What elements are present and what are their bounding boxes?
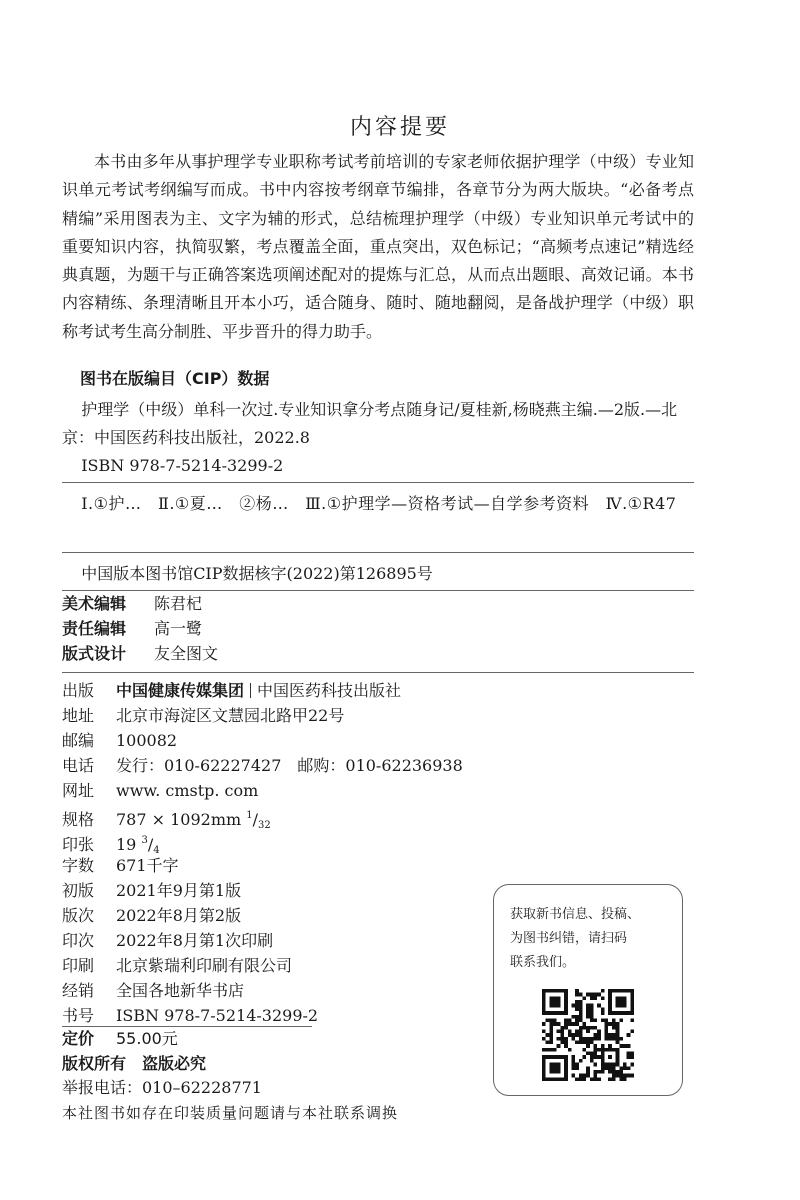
printer-value: 北京紫瑞利印刷有限公司: [116, 956, 293, 975]
publisher-label: 出版: [62, 681, 95, 700]
editor-value: 陈君杞: [154, 594, 203, 613]
cip-verification: 中国版本图书馆CIP数据核字(2022)第126895号: [81, 564, 433, 583]
phone-row: [62, 755, 463, 777]
book-number-label: 书号: [62, 1006, 95, 1025]
postcode-row: [62, 730, 177, 752]
copyright-notice: 版权所有 盗版必究: [62, 1054, 207, 1073]
qr-card-line: 获取新书信息、投稿、: [510, 907, 641, 922]
first-edition-row: [62, 880, 241, 902]
qr-card-line: 联系我们。: [510, 955, 576, 970]
words-row: [62, 855, 179, 877]
address-value: 北京市海淀区文慧园北路甲22号: [116, 706, 345, 725]
cip-divider: [62, 482, 694, 483]
format-label: 规格: [62, 810, 95, 829]
website-row: [62, 780, 258, 802]
qr-card-text: [510, 903, 672, 975]
edition-value: 2022年8月第2版: [116, 906, 242, 925]
sheets-row: 印张 19 $^3/_4$: [62, 835, 160, 856]
website-value: www. cmstp. com: [116, 781, 259, 800]
price-label: 定价: [62, 1029, 95, 1048]
qr-card-line: 为图书纠错，请扫码: [510, 931, 628, 946]
format-fraction-denominator: 32: [258, 820, 271, 831]
first-edition-value: 2021年9月第1版: [116, 881, 242, 900]
price-row: [62, 1028, 178, 1050]
editor-value: 高一鹭: [154, 619, 203, 638]
postcode-value: 100082: [116, 731, 178, 750]
publisher-group: 中国健康传媒集团: [116, 681, 245, 700]
publisher-separator: [250, 683, 251, 698]
words-value: 671千字: [116, 856, 179, 875]
sheets-fraction-numerator: 3: [141, 835, 148, 846]
phone-label: 电话: [62, 756, 95, 775]
printing-row: [62, 930, 273, 952]
qr-contact-card: [493, 884, 683, 1096]
price-divider: [62, 1026, 312, 1027]
website-label: 网址: [62, 781, 95, 800]
footer-notice: 本社图书如存在印装质量问题请与本社联系调换: [62, 1104, 399, 1122]
book-number-value: ISBN 978-7-5214-3299-2: [116, 1006, 319, 1025]
address-row: [62, 705, 344, 727]
sheets-fraction-denominator: 4: [153, 845, 160, 856]
report-hotline: 举报电话：010–62228771: [62, 1078, 262, 1097]
sheets-value: 19: [116, 835, 137, 854]
postcode-label: 邮编: [62, 731, 95, 750]
cip-entry: 护理学（中级）单科一次过.专业知识拿分考点随身记/夏桂新,杨晓燕主编.—2版.—北京：中国医药科技出版社，2022.8: [62, 400, 678, 447]
format-fraction-numerator: 1: [246, 810, 253, 821]
editor-row-layout: [62, 642, 218, 666]
address-label: 地址: [62, 706, 95, 725]
content-summary: 本书由多年从事护理学专业职称考试考前培训的专家老师依据护理学（中级）专业知识单元考试考纲编写而成。书中内容按考纲章节编排，各章节分为两大版块。“必备考点精编”采用图表为主、文字为辅的形式，总结梳理护理学（中级）专业知识单元考试中的重要知识内容，执简驭繁，考点覆盖全面，重点突出，双色标记；“高频考点速记”精选经典真题，为题干与正确答案选项阐述配对的提炼与汇总，从而点出题眼、高效记诵。本书内容精练、条理清晰且开本小巧，适合随身、随时、随地翻阅，是备战护理学（中级）职称考试考生高分制胜、平步晋升的得力助手。: [62, 152, 694, 341]
printing-label: 印次: [62, 931, 95, 950]
price-value: 55.00元: [116, 1029, 178, 1048]
format-value: 787 × 1092mm: [116, 810, 242, 829]
publisher-row: [62, 680, 401, 702]
qr-code-icon[interactable]: [542, 989, 634, 1081]
printer-row: [62, 955, 292, 977]
words-label: 字数: [62, 856, 95, 875]
editor-divider: [62, 672, 694, 673]
cip-divider-3: [62, 590, 694, 591]
first-edition-label: 初版: [62, 881, 95, 900]
format-row: 规格 787 × 1092mm $^1/_{32}$: [62, 810, 271, 831]
publisher-name: 中国医药科技出版社: [257, 681, 402, 700]
book-number-row: [62, 1005, 318, 1027]
cip-divider-2: [62, 552, 694, 553]
editor-label: 版式设计: [62, 644, 127, 663]
cip-classification: Ⅰ.①护… Ⅱ.①夏… ②杨… Ⅲ.①护理学—资格考试—自学参考资料 Ⅳ.①R47: [81, 494, 677, 513]
editor-value: 友全图文: [154, 644, 219, 663]
edition-label: 版次: [62, 906, 95, 925]
editor-row-art: [62, 592, 202, 616]
printing-value: 2022年8月第1次印刷: [116, 931, 274, 950]
editor-label: 美术编辑: [62, 594, 127, 613]
distributor-row: [62, 980, 244, 1002]
distributor-value: 全国各地新华书店: [116, 981, 245, 1000]
editor-label: 责任编辑: [62, 619, 127, 638]
printer-label: 印刷: [62, 956, 95, 975]
distributor-label: 经销: [62, 981, 95, 1000]
cip-heading: 图书在版编目（CIP）数据: [80, 369, 270, 388]
cip-isbn: ISBN 978-7-5214-3299-2: [81, 456, 284, 475]
editor-row-responsible: [62, 617, 202, 641]
page-title: 内容提要: [349, 115, 450, 140]
sheets-label: 印张: [62, 835, 95, 854]
phone-value: 发行：010-62227427 邮购：010-62236938: [116, 756, 463, 775]
edition-row: [62, 905, 241, 927]
